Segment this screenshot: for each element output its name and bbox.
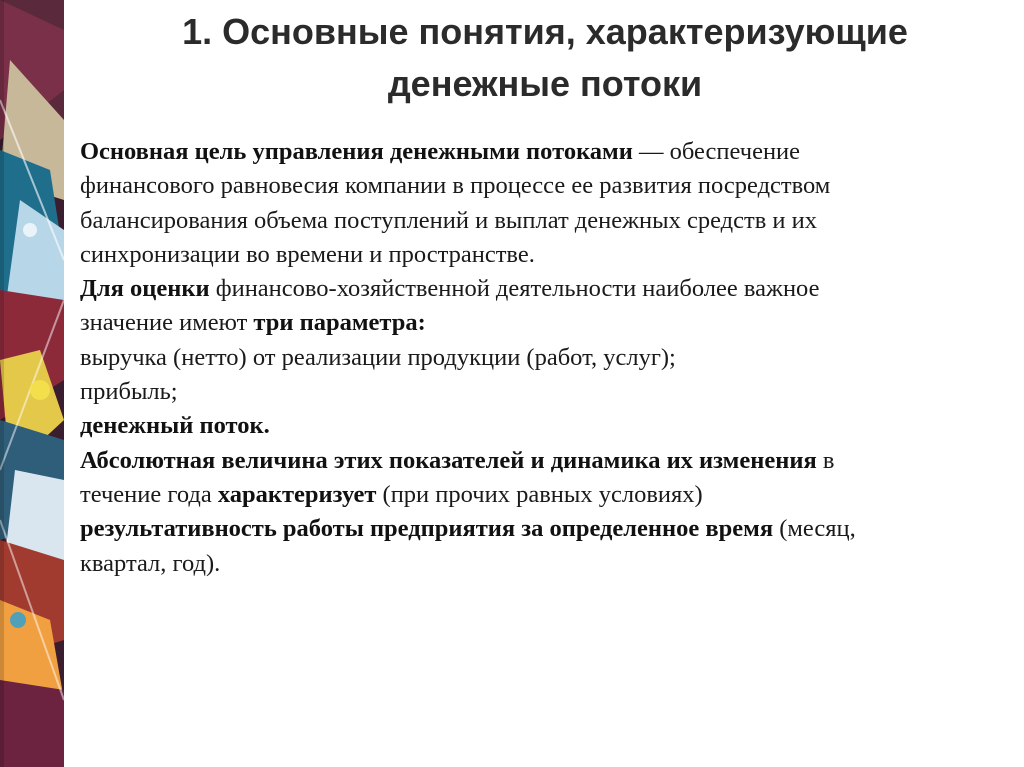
parameter-profit: прибыль; <box>80 378 178 406</box>
slide-title <box>100 6 990 110</box>
conclusion-text-4: (месяц, <box>773 515 856 543</box>
parameter-cashflow-line <box>80 409 1000 443</box>
conclusion-line-1 <box>80 444 1000 478</box>
three-parameters-label: три параметра: <box>253 309 426 337</box>
evaluation-line-1 <box>80 272 1000 306</box>
abstract-art-image <box>0 0 64 767</box>
evaluation-text: финансово-хозяйственной деятельности наиболее важное <box>209 275 820 303</box>
conclusion-text-3: (при прочих равных условиях) <box>376 480 703 508</box>
evaluation-text-2: значение имеют <box>80 309 254 337</box>
conclusion-line-2 <box>80 478 1000 512</box>
slide-body <box>80 135 1000 581</box>
decorative-art-strip <box>0 0 64 767</box>
slide-title-line-2: денежные потоки <box>387 63 703 104</box>
goal-line-2: финансового равновесия компании в процессе ее развития посредством <box>80 172 831 200</box>
conclusion-text-1: в <box>816 446 835 474</box>
conclusion-emphasis: результативность работы предприятия за определенное время <box>80 515 774 543</box>
goal-line-3: балансирования объема поступлений и выплат денежных средств и их <box>80 206 818 234</box>
conclusion-text-2: течение года <box>80 480 218 508</box>
evaluation-heading: Для оценки <box>80 275 210 303</box>
goal-heading: Основная цель управления денежными потоками <box>80 138 633 165</box>
goal-line-1 <box>80 135 1000 169</box>
conclusion-line-3 <box>80 512 1000 546</box>
goal-line-4: синхронизации во времени и пространстве. <box>80 240 535 268</box>
conclusion-line-4: квартал, год). <box>80 549 221 577</box>
slide-title-line-1: 1. Основные понятия, характеризующие <box>182 11 908 52</box>
conclusion-heading: Абсолютная величина этих показателей и динамика их изменения <box>80 446 817 474</box>
goal-text: — обеспечение <box>632 138 801 165</box>
parameter-revenue: выручка (нетто) от реализации продукции (работ, услуг); <box>80 343 676 371</box>
conclusion-verb: характеризует <box>217 480 377 508</box>
evaluation-line-2 <box>80 306 1000 340</box>
parameter-cashflow: денежный поток. <box>80 412 270 440</box>
